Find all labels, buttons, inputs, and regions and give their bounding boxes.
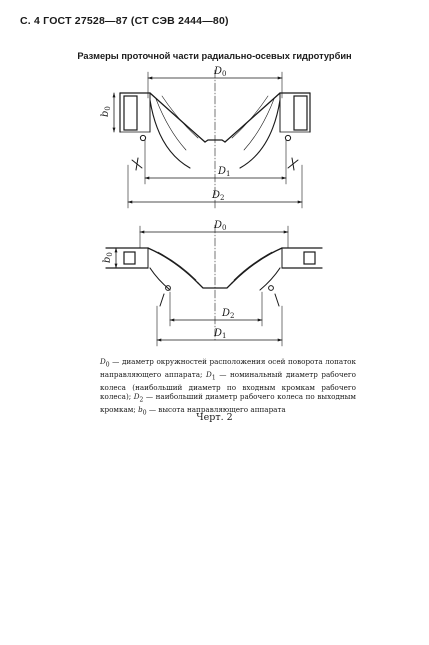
- label-d0: $D_0$: [214, 66, 227, 78]
- label-d2: $D_2$: [212, 190, 225, 202]
- label-b0-fig2: $b_0$: [102, 252, 114, 263]
- label-d1-fig2: $D_1$: [214, 328, 227, 340]
- figure-title: Размеры проточной части радиально-осевых гидротурбин: [77, 51, 352, 61]
- label-d0-fig2: $D_0$: [214, 220, 227, 232]
- label-b0: $b_0$: [100, 106, 112, 117]
- figure-caption: Черт. 2: [196, 412, 233, 423]
- figure-2-diagram: [0, 215, 429, 350]
- legend-text: $D_0$ — диаметр окружностей расположения осей поворота лопаток направляющего аппарата; $D_1$ — номинальный диаметр рабочего колеса (наибольший диаметр по входным кромкам рабочего колеса); $D_2$ — наибольший диаметр рабочего колеса по выходным кромкам; $b_0$ — высота направляющего аппарата: [100, 357, 356, 417]
- label-d1: $D_1$: [218, 166, 231, 178]
- label-d2-fig2: $D_2$: [222, 308, 235, 320]
- figure-1-diagram: [0, 60, 429, 220]
- page-header: С. 4 ГОСТ 27528—87 (СТ СЭВ 2444—80): [20, 15, 229, 27]
